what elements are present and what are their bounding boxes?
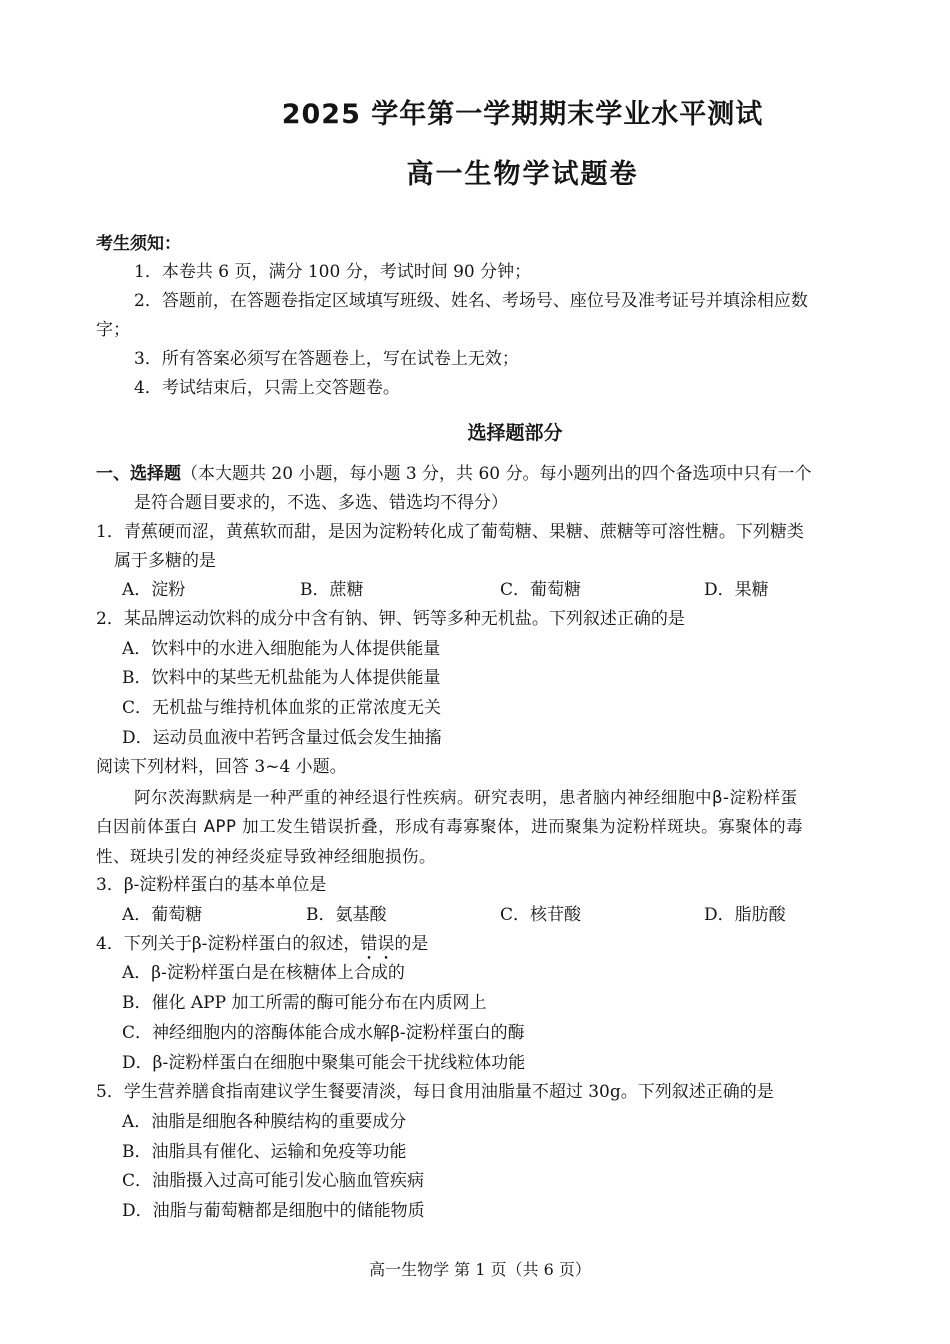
emphasis-wrong: 错误 bbox=[360, 934, 395, 954]
option: A．葡萄糖 bbox=[122, 905, 203, 925]
option: D．运动员血液中若钙含量过低会发生抽搐 bbox=[122, 728, 442, 748]
section-title: 选择题部分 bbox=[467, 422, 563, 444]
option: A．饮料中的水进入细胞能为人体提供能量 bbox=[122, 639, 441, 659]
option: C．核苷酸 bbox=[500, 905, 582, 925]
question-stem: 5．学生营养膳食指南建议学生餐要清淡，每日食用油脂量不超过 30g。下列叙述正确的是 bbox=[96, 1082, 774, 1102]
option: A．淀粉 bbox=[122, 580, 186, 600]
part-desc: （本大题共 20 小题，每小题 3 分，共 60 分。每小题列出的四个备选项中只有一个 bbox=[181, 464, 812, 484]
page-footer: 高一生物学 第 1 页（共 6 页） bbox=[369, 1260, 591, 1279]
notice-item: 3．所有答案必须写在答题卷上，写在试卷上无效； bbox=[134, 349, 519, 369]
option: B．催化 APP 加工所需的酶可能分布在内质网上 bbox=[122, 993, 487, 1013]
option: A．β-淀粉样蛋白是在核糖体上合成的 bbox=[122, 963, 405, 983]
stem-post: 的是 bbox=[394, 934, 429, 954]
option: C．葡萄糖 bbox=[500, 580, 582, 600]
part-desc-cont: 是符合题目要求的，不选、多选、错选均不得分） bbox=[134, 493, 508, 513]
part-header bbox=[96, 462, 812, 486]
notice-heading: 考生须知： bbox=[96, 234, 181, 254]
question-stem: 3．β-淀粉样蛋白的基本单位是 bbox=[96, 875, 327, 895]
question-stem-cont: 属于多糖的是 bbox=[114, 551, 216, 571]
part-label: 一、选择题 bbox=[96, 464, 181, 484]
exam-subtitle: 高一生物学试题卷 bbox=[406, 159, 639, 190]
option: C．无机盐与维持机体血浆的正常浓度无关 bbox=[122, 698, 442, 718]
question-stem bbox=[96, 932, 428, 964]
material-line: 性、斑块引发的神经炎症导致神经细胞损伤。 bbox=[96, 847, 436, 866]
notice-item: 4．考试结束后，只需上交答题卷。 bbox=[134, 378, 400, 398]
question-stem: 2．某品牌运动饮料的成分中含有钠、钾、钙等多种无机盐。下列叙述正确的是 bbox=[96, 609, 685, 629]
question-stem: 1．青蕉硬而涩，黄蕉软而甜，是因为淀粉转化成了葡萄糖、果糖、蔗糖等可溶性糖。下列糖类 bbox=[96, 522, 804, 542]
material-line: 白因前体蛋白 APP 加工发生错误折叠，形成有毒寡聚体，进而聚集为淀粉样斑块。寡聚体的毒 bbox=[96, 817, 804, 836]
option: B．油脂具有催化、运输和免疫等功能 bbox=[122, 1142, 407, 1162]
option: B．氨基酸 bbox=[306, 905, 387, 925]
option: D．β-淀粉样蛋白在细胞中聚集可能会干扰线粒体功能 bbox=[122, 1053, 526, 1073]
option: B．蔗糖 bbox=[300, 580, 364, 600]
stem-pre: 4．下列关于β-淀粉样蛋白的叙述， bbox=[96, 934, 361, 954]
material-intro: 阅读下列材料，回答 3~4 小题。 bbox=[96, 757, 347, 777]
option: C．油脂摄入过高可能引发心脑血管疾病 bbox=[122, 1171, 425, 1191]
notice-item: 2．答题前，在答题卷指定区域填写班级、姓名、考场号、座位号及准考证号并填涂相应数 bbox=[134, 291, 808, 311]
notice-item: 1．本卷共 6 页，满分 100 分，考试时间 90 分钟； bbox=[134, 262, 532, 282]
notice-item: 字； bbox=[96, 320, 130, 340]
material-line: 阿尔茨海默病是一种严重的神经退行性疾病。研究表明，患者脑内神经细胞中β-淀粉样蛋 bbox=[134, 788, 798, 807]
option: D．果糖 bbox=[704, 580, 769, 600]
option: D．油脂与葡萄糖都是细胞中的储能物质 bbox=[122, 1201, 425, 1221]
option: B．饮料中的某些无机盐能为人体提供能量 bbox=[122, 668, 441, 688]
option: A．油脂是细胞各种膜结构的重要成分 bbox=[122, 1112, 407, 1132]
exam-title: 2025 学年第一学期期末学业水平测试 bbox=[281, 99, 764, 130]
option: C．神经细胞内的溶酶体能合成水解β-淀粉样蛋白的酶 bbox=[122, 1023, 525, 1043]
option: D．脂肪酸 bbox=[704, 905, 786, 925]
